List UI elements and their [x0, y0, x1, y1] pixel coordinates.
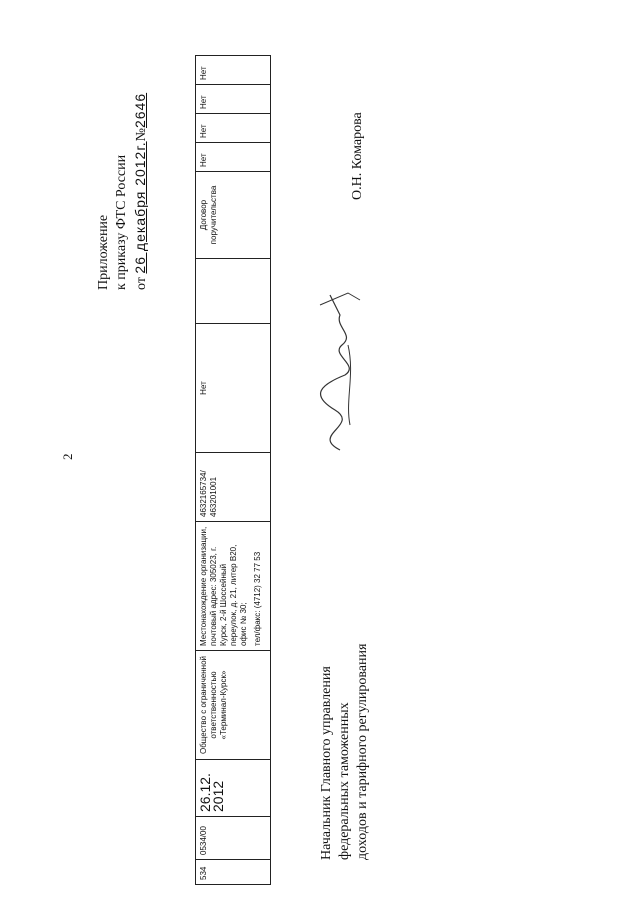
appendix-date-line [131, 93, 151, 290]
cell-flag-4: Нет [196, 56, 271, 85]
table-row [196, 56, 271, 885]
date-text: 26.12. 2012 [197, 773, 226, 812]
position-line-2: федеральных таможенных [337, 702, 352, 860]
cell-inn-kpp: 4632165734/ 463201001 [196, 453, 271, 522]
cell-flag-1: Нет [196, 143, 271, 172]
cell-address [196, 522, 271, 651]
handwritten-signature [300, 285, 390, 455]
cell-row-number: 534 [196, 860, 271, 885]
cell-license: Нет [196, 324, 271, 453]
appendix-header [95, 93, 151, 290]
cell-flag-3: Нет [196, 85, 271, 114]
order-number: 2646 [132, 92, 148, 129]
signatory-name: О.Н. Комарова [350, 112, 365, 200]
position-line-3: доходов и тарифного регулирования [355, 643, 370, 860]
appendix-title: Приложение [96, 214, 111, 290]
appendix-order-ref: к приказу ФТС России [114, 154, 129, 290]
number-prefix: № [134, 128, 149, 142]
registry-table [195, 55, 271, 885]
date-prefix: от [134, 277, 149, 290]
address-text: Местонахождение организации, почтовый адрес: 305023, г. Курск, 2-й Шоссейный переулок, д. 21, литер В20, офис № 30; [199, 526, 248, 646]
position-line-1: Начальник Главного управления [319, 666, 334, 860]
page-number: 2 [60, 453, 75, 460]
cell-basis: Договор поручительства [196, 172, 271, 259]
phone-text: тел/факс: (4712) 32 77 53 [253, 551, 262, 646]
signatory-position [318, 644, 372, 860]
cell-date [196, 760, 271, 817]
order-date: 26 декабря 2012г. [132, 141, 148, 274]
cell-blank [196, 259, 271, 324]
cell-registry-code: 0534/00 [196, 817, 271, 860]
cell-flag-2: Нет [196, 114, 271, 143]
cell-organization-name: Общество с ограниченной ответственностью «Терминал-Курск» [196, 651, 271, 760]
